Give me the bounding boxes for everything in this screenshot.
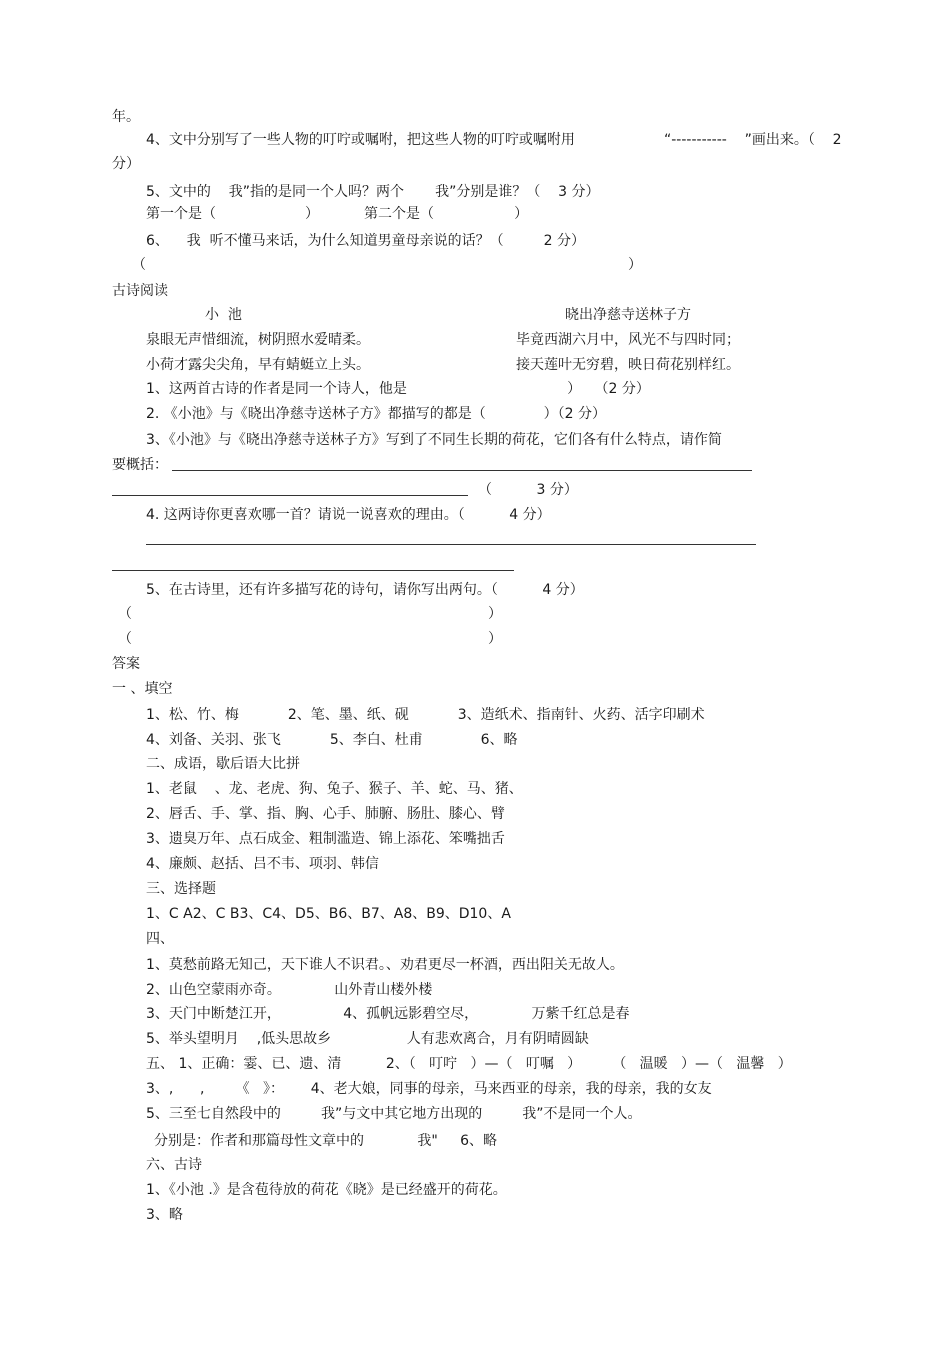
answer-line-text: 3、遗臭万年、点石成金、粗制滥造、锦上添花、笨嘴拙舌 (146, 831, 505, 847)
text-line: 年。 (112, 109, 140, 125)
answer-section-title: 六、古诗 (146, 1157, 202, 1173)
poem-2-line: 接天莲叶无穷碧，映日荷花别样红。 (516, 357, 740, 373)
poem-1-line: 泉眼无声惜细流，树阴照水爱晴柔。 (146, 332, 370, 348)
answer-line-text: 3、, , 《 》： 4、老大娘，同事的母亲，马来西亚的母亲，我的母亲，我的女友 (146, 1081, 712, 1097)
poetry-question-3: 3、《小池》与《晓出净慈寺送林子方》写到了不同生长期的荷花，它们各有什么特点，请作简 (146, 432, 722, 448)
poetry-question-2: 2. 《小池》与《晓出净慈寺送林子方》都描写的都是（ ）（2 分） (146, 406, 607, 422)
answer-section-title: 四、 (146, 931, 174, 947)
answer-paren-close: ） (488, 631, 502, 647)
question-5-first-blank: 第一个是（ ） (146, 206, 320, 222)
answer-line-text: 2、山色空蒙雨亦奇。 山外青山楼外楼 (146, 982, 433, 998)
poetry-question-4: 4. 这两诗你更喜欢哪一首？请说一说喜欢的理由。（ 4 分） (146, 507, 551, 523)
answer-paren-open: （ (118, 606, 132, 622)
question-5-text: 5、文中的 我”指的是同一个人吗？两个 我”分别是谁？（ 3 分） (146, 184, 600, 200)
answer-line (146, 544, 756, 545)
question-4-score: 分） (112, 156, 140, 172)
answer-paren-close: ） (628, 257, 642, 273)
poem-1-title: 小 池 (205, 307, 242, 323)
answer-line-text: 4、刘备、关羽、张飞 5、李白、杜甫 6、略 (146, 732, 518, 748)
answer-line (112, 495, 468, 496)
answer-paren-open: （ (132, 257, 146, 273)
answer-line-text: 1、《小池 .》是含苞待放的荷花《晓》是已经盛开的荷花。 (146, 1182, 507, 1198)
answer-line-text: 5、举头望明月 ,低头思故乡 人有悲欢离合，月有阴晴圆缺 (146, 1031, 589, 1047)
question-4-text: 4、文中分别写了一些人物的叮咛或嘱咐，把这些人物的叮咛或嘱咐用 (146, 132, 575, 148)
question-6-text: 6、 我 听不懂马来话，为什么知道男童母亲说的话？（ 2 分） (146, 233, 586, 249)
poem-1-line: 小荷才露尖尖角，早有蜻蜓立上头。 (146, 357, 370, 373)
poem-2-line: 毕竟西湖六月中，风光不与四时同； (516, 332, 740, 348)
answer-line-text: 3、略 (146, 1207, 183, 1223)
answer-line-text: 分别是：作者和那篇母性文章中的 我" 6、略 (154, 1133, 497, 1149)
answer-line-text: 3、天门中断楚江开， 4、孤帆远影碧空尽， 万紫千红总是春 (146, 1006, 630, 1022)
poetry-question-3-cont: 要概括： (112, 457, 168, 473)
poem-2-title: 晓出净慈寺送林子方 (565, 307, 691, 323)
question-5-second-blank: 第二个是（ ） (364, 206, 529, 222)
answer-line-text: 1、松、竹、梅 2、笔、墨、纸、砚 3、造纸术、指南针、火药、活字印刷术 (146, 707, 705, 723)
answer-line-text: 2、唇舌、手、掌、指、胸、心手、肺腑、肠肚、膝心、臂 (146, 806, 505, 822)
answer-line-text: 1、莫愁前路无知己，天下谁人不识君。、劝君更尽一杯酒，西出阳关无故人。 (146, 957, 624, 973)
answer-paren-close: ） (488, 606, 502, 622)
answer-line-text: 1、C A2、C B3、C4、D5、B6、B7、A8、B9、D10、A (146, 906, 511, 922)
answer-line-text: 5、三至七自然段中的 我”与文中其它地方出现的 我”不是同一个人。 (146, 1106, 642, 1122)
poetry-question-3-score: （ 3 分） (478, 482, 578, 498)
answer-paren-open: （ (118, 631, 132, 647)
answer-section-title: 一 、填空 (112, 681, 173, 697)
answer-section-title: 三、选择题 (146, 881, 216, 897)
poetry-question-5: 5、在古诗里，还有许多描写花的诗句，请你写出两句。（ 4 分） (146, 582, 584, 598)
section-heading-poetry: 古诗阅读 (112, 283, 168, 299)
answer-line-text: 1、老鼠 、龙、老虎、狗、兔子、猴子、羊、蛇、马、猪、 (146, 781, 523, 797)
section-heading-answers: 答案 (112, 656, 140, 672)
answer-line-text: 4、廉颇、赵括、吕不韦、项羽、韩信 (146, 856, 379, 872)
answer-line (172, 470, 752, 471)
answer-section-title: 二、成语，歇后语大比拼 (146, 756, 300, 772)
poetry-question-1: 1、这两首古诗的作者是同一个诗人，他是 ） （2 分） (146, 381, 650, 397)
answer-line-text: 五、 1、正确：霎、已、遗、清 2、（ 叮咛 ）—（ 叮嘱 ） （ 温暖 ）—（ 温馨 ） (146, 1056, 792, 1072)
question-4-marker: “----------- ”画出来。（ 2 (664, 132, 842, 148)
answer-line (112, 570, 514, 571)
